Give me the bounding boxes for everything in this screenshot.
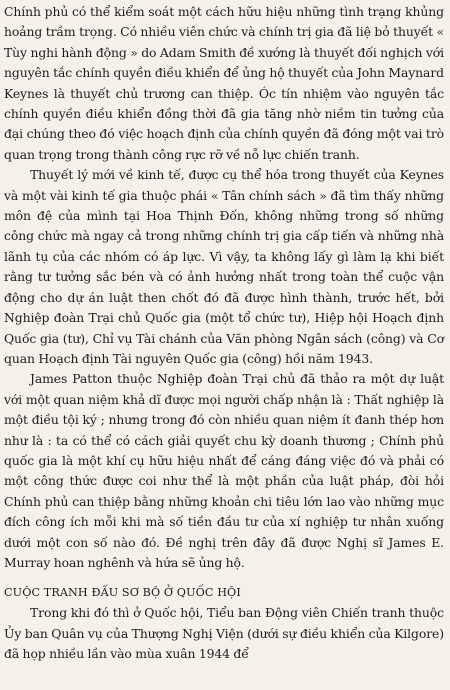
paragraph-3: James Patton thuộc Nghiệp đoàn Trại chủ đã thảo ra một dự luật với một quan niệm khả dĩ được mọi người chấp nhận là : Thất nghiệp là một điều tội ký ; nhưng trong đó còn nhiều quan niệm ít đanh thép hơn như là : ta có thể có cách giải quyết chu kỳ doanh thương ; Chính phủ quốc gia là một khí cụ hữu hiệu nhất để cáng đáng việc đó và phải có một công thức được coi như thể là một phần của luật pháp, đòi hỏi Chính phủ can thiệp bằng những khoản chi tiêu lớn lao vào những mục đích công ích mỗi khi mà số tiền đầu tư của xí nghiệp tư nhân xuống dưới một con số nào đó. Đề nghị trên đây đã được Nghị sĩ James E. Murray hoan nghênh và hứa sẽ ủng hộ. — [4, 371, 444, 570]
paragraph-4: Trong khi đó thì ở Quốc hội, Tiểu ban Động viên Chiến tranh thuộc Ủy ban Quân vụ của Thượng Nghị Viện (dưới sự điều khiển của Kilgore) đã họp nhiều lần vào mùa xuân 1944 để — [4, 605, 444, 662]
section-heading: CUỘC TRANH ĐẤU SƠ BỘ Ở QUỐC HỘI — [4, 586, 241, 600]
paragraph-1: Chính phủ có thể kiểm soát một cách hữu hiệu những tình trạng khủng hoảng trầm trọng. Có nhiều viên chức và chính trị gia đã liệ bỏ thuyết « Tùy nghi hành động » do Adam Smith đề xướng là thuyết đối nghịch với nguyên tắc chính quyền điều khiển để ủng hộ thuyết của John Maynard Keynes là thuyết chủ trương can thiệp. Óc tín nhiệm vào nguyên tắc chính quyền điều khiển đồng thời đã gia tăng nhờ niềm tin tưởng của đại chúng theo đó việc hoạch định của chính quyền đã đóng một vai trò quan trọng trong thành công rực rỡ về nỗ lực chiến tranh. — [4, 4, 444, 162]
paragraph-2: Thuyết lý mới về kinh tế, được cụ thể hóa trong thuyết của Keynes và một vài kinh tế gia thuộc phái « Tân chính sách » đã tìm thấy những môn đệ của mình tại Hoa Thịnh Đốn, không những trong số những công chức mà ngay cả trong những chính trị gia cấp tiến và những nhà lãnh tụ của các nhóm có áp lực. Vì vậy, ta không lấy gì làm lạ khi biết rằng tư tưởng sắc bén và có ảnh hưởng nhất trong toàn thể cuộc vận động cho dự án luật then chốt đó đã được hình thành, trước hết, bởi Nghiệp đoàn Trại chủ Quốc gia (một tổ chức tư), Hiệp hội Hoạch định Quốc gia (tư), Chỉ vụ Tài chánh của Văn phòng Ngân sách (công) và Cơ quan Hoạch định Tài nguyên Quốc gia (công) hồi năm 1943. — [4, 167, 444, 366]
